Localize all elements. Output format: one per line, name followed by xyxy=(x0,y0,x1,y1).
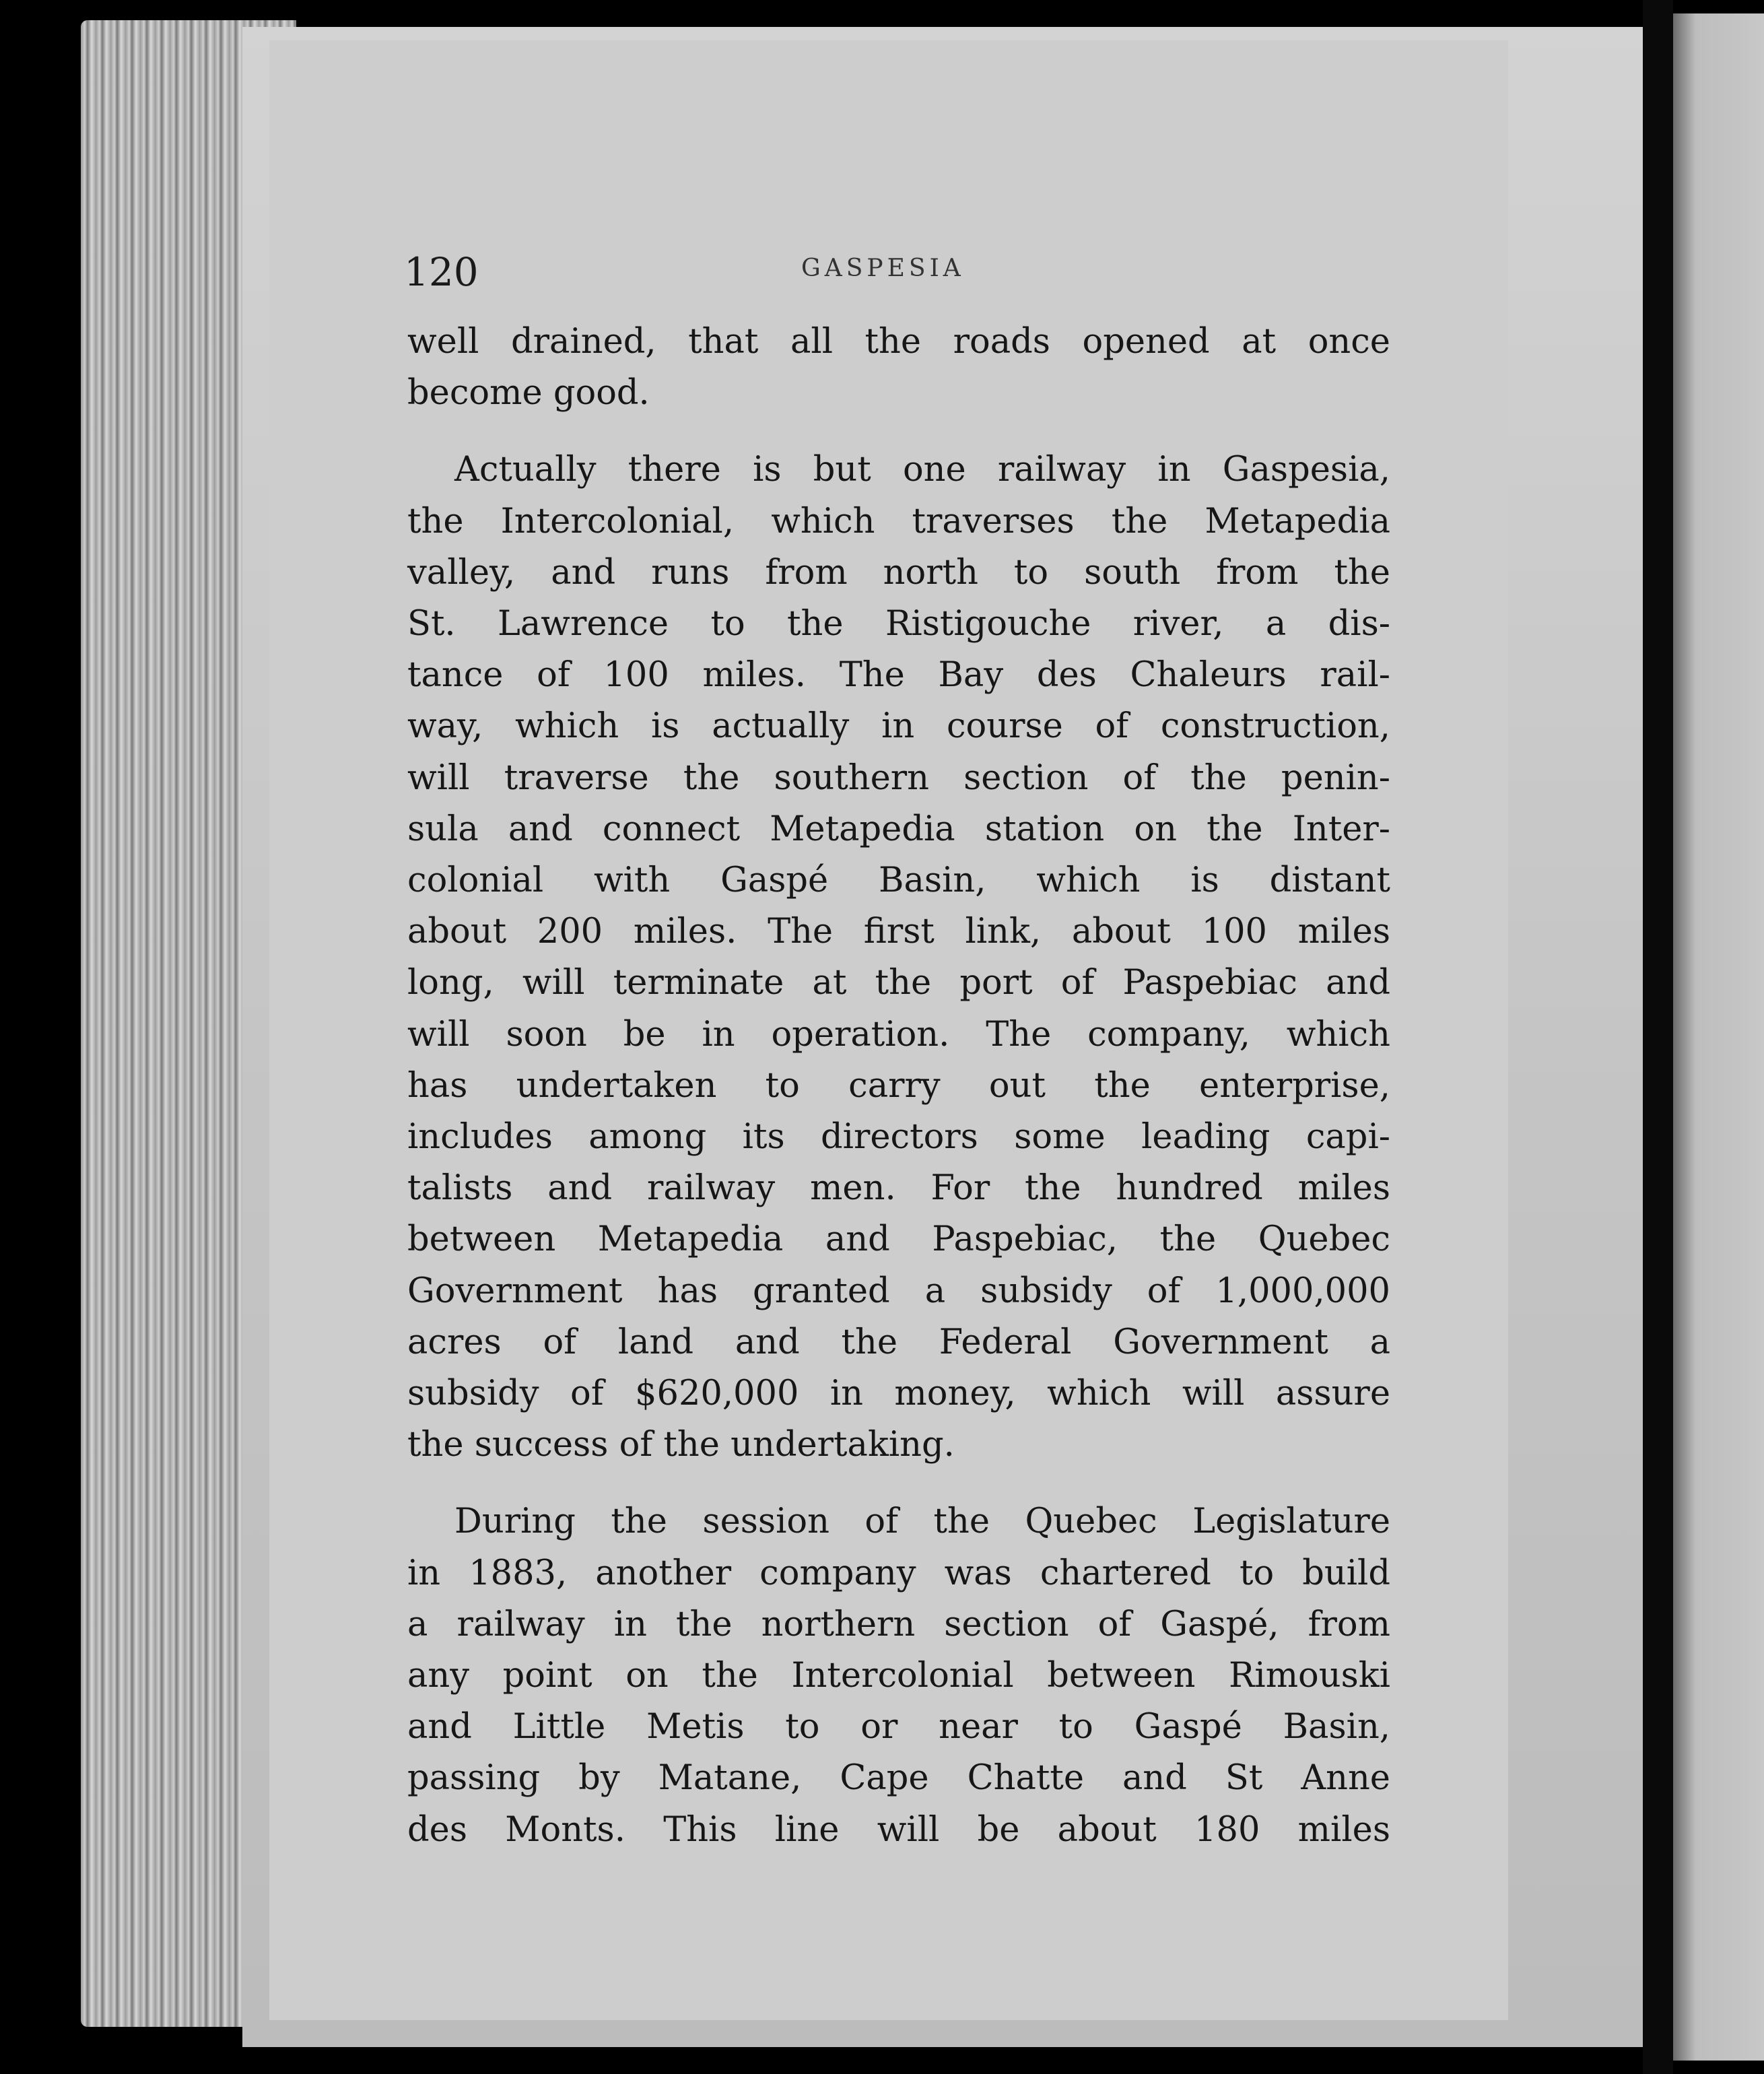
book-gutter xyxy=(1643,0,1673,2074)
running-title: GASPESIA xyxy=(801,255,965,282)
text-line: long, will terminate at the port of Paspebiac and xyxy=(407,963,1390,1003)
text-line: des Monts. This line will be about 180 miles xyxy=(407,1809,1390,1850)
text-line: subsidy of $620,000 in money, which will assure xyxy=(407,1374,1390,1414)
text-line: St. Lawrence to the Ristigouche river, a dis- xyxy=(407,604,1390,644)
text-line: Actually there is but one railway in Gaspesia, xyxy=(454,450,1390,490)
text-line: Government has granted a subsidy of 1,000,000 xyxy=(407,1271,1390,1311)
text-line: talists and railway men. For the hundred miles xyxy=(407,1168,1390,1209)
text-line: any point on the Intercolonial between Rimouski xyxy=(407,1656,1390,1696)
text-line: sula and connect Metapedia station on the Inter- xyxy=(407,809,1390,849)
text-line: well drained, that all the roads opened at once xyxy=(407,322,1390,362)
paragraph-1 xyxy=(407,316,1390,419)
page-number: 120 xyxy=(404,249,479,295)
text-line: become good. xyxy=(407,373,650,413)
text-line: will traverse the southern section of the penin- xyxy=(407,758,1390,798)
running-head xyxy=(404,249,1414,296)
paragraph-3 xyxy=(407,1496,1390,1855)
text-line: between Metapedia and Paspebiac, the Quebec xyxy=(407,1219,1390,1260)
body-text xyxy=(407,316,1390,1856)
text-line: colonial with Gaspé Basin, which is distant xyxy=(407,861,1390,901)
facing-page-edge xyxy=(1673,13,1764,2061)
text-line: will soon be in operation. The company, which xyxy=(407,1014,1390,1055)
text-line: and Little Metis to or near to Gaspé Basin, xyxy=(407,1707,1390,1747)
text-line: about 200 miles. The first link, about 100 miles xyxy=(407,912,1390,952)
text-line: tance of 100 miles. The Bay des Chaleurs rail- xyxy=(407,655,1390,696)
text-line: has undertaken to carry out the enterprise, xyxy=(407,1065,1390,1106)
text-line: During the session of the Quebec Legislature xyxy=(454,1502,1390,1542)
text-line: includes among its directors some leading capi- xyxy=(407,1117,1390,1158)
text-line: way, which is actually in course of construction, xyxy=(407,706,1390,747)
text-line: in 1883, another company was chartered to build xyxy=(407,1553,1390,1593)
text-line: acres of land and the Federal Government a xyxy=(407,1322,1390,1362)
text-line: the Intercolonial, which traverses the Metapedia xyxy=(407,501,1390,541)
text-line: a railway in the northern section of Gaspé, from xyxy=(407,1604,1390,1644)
text-line: valley, and runs from north to south from the xyxy=(407,552,1390,593)
text-line: the success of the undertaking. xyxy=(407,1425,955,1465)
text-line: passing by Matane, Cape Chatte and St Anne xyxy=(407,1758,1390,1799)
paragraph-2 xyxy=(407,444,1390,1471)
